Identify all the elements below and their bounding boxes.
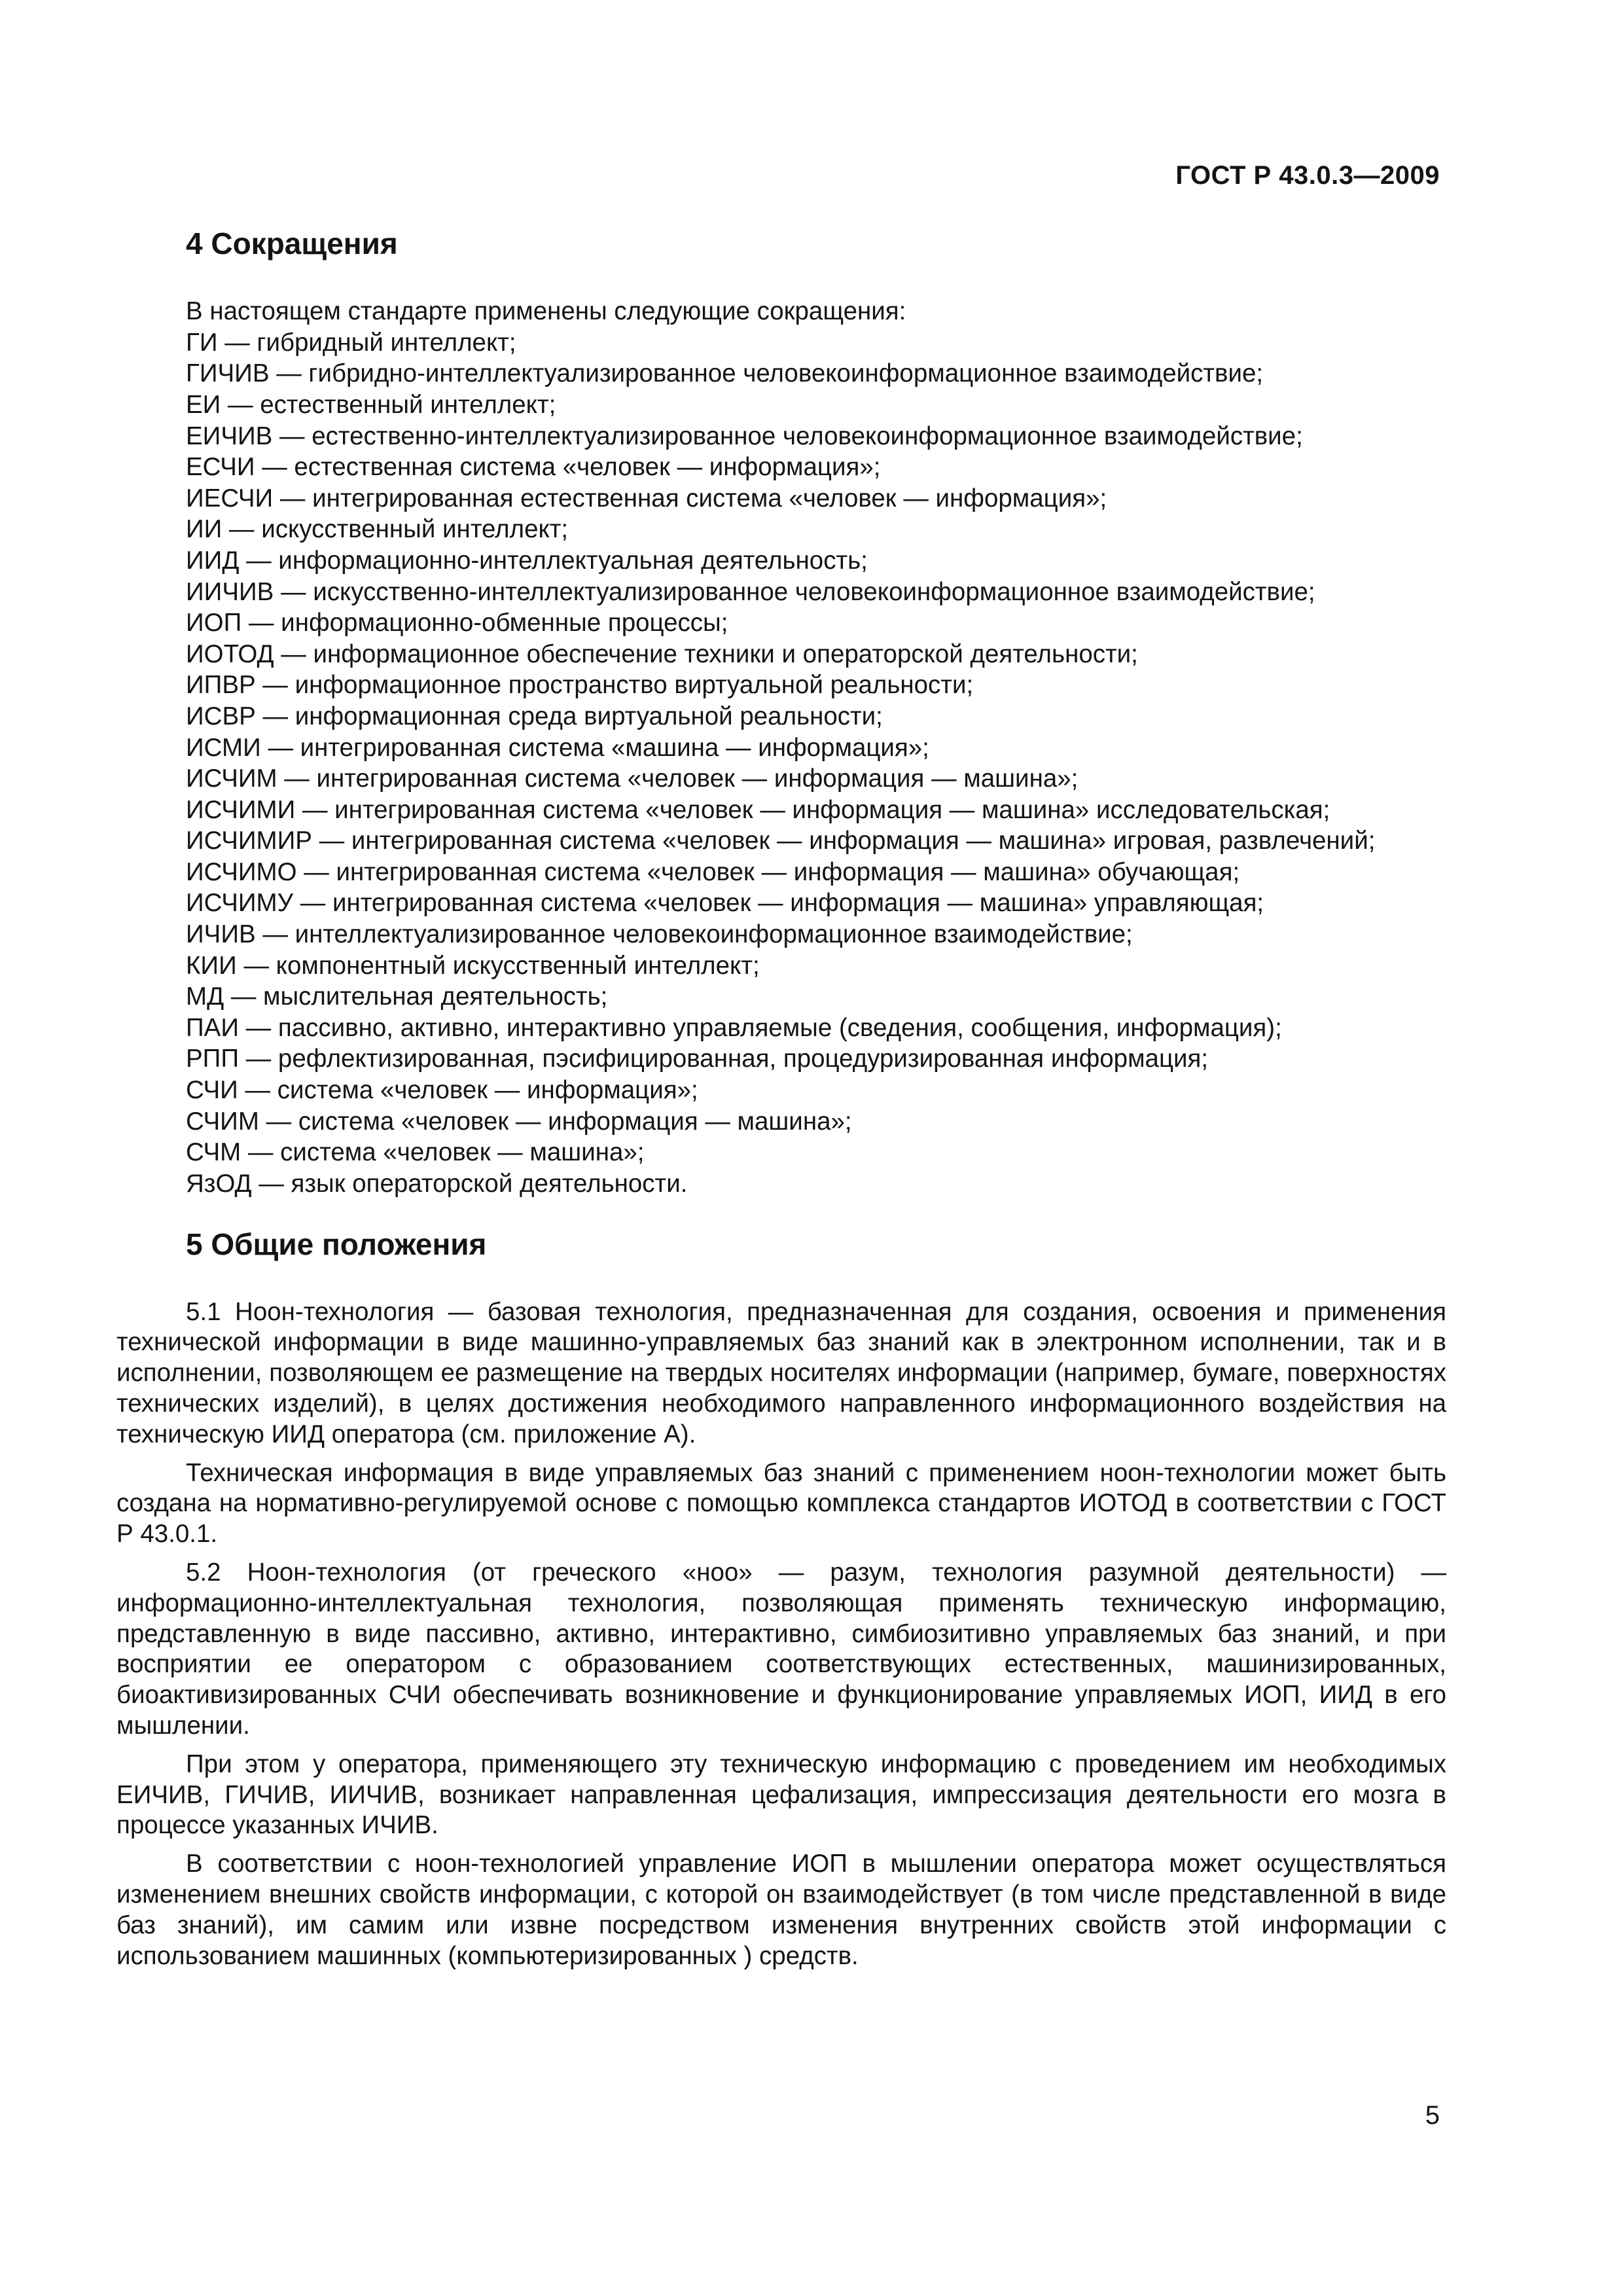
abbreviation-item: СЧИ — система «человек — информация»;: [186, 1076, 698, 1105]
page-content: [116, 226, 1446, 1979]
paragraph: В соответствии с ноон-технологией управление ИОП в мышлении оператора может осуществляться изменением внешних свойств информации, с которой он взаимодействует (в том числе представленной в виде баз знаний), им самим или извне посредством изменения внутренних свойств этой информации с использованием машинных (компьютеризированных ) средств.: [116, 1850, 1446, 1970]
abbreviation-item: ПАИ — пассивно, активно, интерактивно управляемые (сведения, сообщения, информация);: [186, 1013, 1282, 1042]
abbreviation-item: ЕИ — естественный интеллект;: [186, 390, 556, 419]
abbreviation-item: ГИЧИВ — гибридно-интеллектуализированное человекоинформационное взаимодействие;: [186, 359, 1264, 388]
abbreviation-item: ГИ — гибридный интеллект;: [186, 328, 516, 357]
abbreviation-item: ИИД — информационно-интеллектуальная деятельность;: [186, 546, 868, 575]
abbreviation-item: КИИ — компонентный искусственный интеллект;: [186, 951, 760, 980]
abbreviation-item: ИСЧИМ — интегрированная система «человек — информация — машина»;: [186, 764, 1079, 793]
abbreviation-item: РПП — рефлектизированная, пэсифицированная, процедуризированная информация;: [186, 1045, 1209, 1073]
abbreviation-intro: В настоящем стандарте применены следующие сокращения:: [186, 297, 906, 326]
section-5-body: [116, 1297, 1446, 1972]
abbreviation-item: ИСВР — информационная среда виртуальной реальности;: [186, 702, 883, 730]
abbreviation-item: СЧМ — система «человек — машина»;: [186, 1138, 645, 1167]
abbreviation-item: ИОП — информационно-обменные процессы;: [186, 609, 728, 637]
abbreviation-item: ИСЧИМИ — интегрированная система «человек — информация — машина» исследовательская;: [186, 795, 1330, 824]
paragraph: При этом у оператора, применяющего эту техническую информацию с проведением им необходимых ЕИЧИВ, ГИЧИВ, ИИЧИВ, возникает направленная цефализация, импрессизация деятельности его мозга в процессе указанных ИЧИВ.: [116, 1749, 1446, 1840]
abbreviation-item: ЯзОД — язык операторской деятельности.: [186, 1169, 688, 1198]
paragraph: 5.2 Ноон-технология (от греческого «ноо» — разум, технология разумной деятельности) — информационно-интеллектуальная технология, позволяющая применять техническую информацию, представленную в виде пассивно, активно, интерактивно, симбиозитивно управляемых баз знаний, и при восприятии ее оператором с образованием соответствующих естественных, машинизированных, биоактивизированных СЧИ обеспечивать возникновение и функционирование управляемых ИОП, ИИД в его мышлении.: [116, 1558, 1446, 1740]
abbreviation-item: ИСМИ — интегрированная система «машина — информация»;: [186, 733, 929, 762]
abbreviation-item: ИЕСЧИ — интегрированная естественная система «человек — информация»;: [186, 484, 1107, 512]
abbreviation-list: [116, 296, 1446, 1199]
section-abbreviations: [116, 226, 1446, 1199]
abbreviation-item: ЕИЧИВ — естественно-интеллектуализированное человекоинформационное взаимодействие;: [186, 422, 1303, 450]
abbreviation-item: ЕСЧИ — естественная система «человек — информация»;: [186, 453, 881, 482]
section-5-title: 5 Общие положения: [186, 1227, 487, 1262]
abbreviation-item: ИИ — искусственный интеллект;: [186, 515, 569, 544]
abbreviation-item: ИСЧИМУ — интегрированная система «человек — информация — машина» управляющая;: [186, 889, 1264, 918]
abbreviation-item: ИОТОД — информационное обеспечение техники и операторской деятельности;: [186, 639, 1138, 668]
document-code: ГОСТ Р 43.0.3—2009: [1175, 161, 1440, 190]
page-number: 5: [1425, 2101, 1440, 2130]
paragraph: Техническая информация в виде управляемых баз знаний с применением ноон-технологии может быть создана на нормативно-регулируемой основе с помощью комплекса стандартов ИОТОД в соответствии с ГОСТ Р 43.0.1.: [116, 1458, 1446, 1549]
abbreviation-item: ИЧИВ — интеллектуализированное человекоинформационное взаимодействие;: [186, 920, 1133, 949]
abbreviation-item: ИСЧИМО — интегрированная система «человек — информация — машина» обучающая;: [186, 857, 1240, 886]
abbreviation-item: ИСЧИМИР — интегрированная система «человек — информация — машина» игровая, развлечений;: [186, 827, 1376, 855]
abbreviation-item: ИИЧИВ — искусственно-интеллектуализированное человекоинформационное взаимодействие;: [186, 577, 1315, 606]
abbreviation-item: ИПВР — информационное пространство виртуальной реальности;: [186, 671, 974, 700]
section-general-provisions: [116, 1227, 1446, 1971]
paragraph: 5.1 Ноон-технология — базовая технология, предназначенная для создания, освоения и применения технической информации в виде машинно-управляемых баз знаний как в электронном исполнении, так и в исполнении, позволяющем ее размещение на твердых носителях информации (например, бумаге, поверхностях технических изделий), в целях достижения необходимого направленного информационного воздействия на техническую ИИД оператора (см. приложение А).: [116, 1297, 1446, 1448]
abbreviation-item: СЧИМ — система «человек — информация — машина»;: [186, 1107, 852, 1136]
abbreviation-item: МД — мыслительная деятельность;: [186, 982, 608, 1011]
section-4-title: 4 Сокращения: [186, 226, 398, 260]
